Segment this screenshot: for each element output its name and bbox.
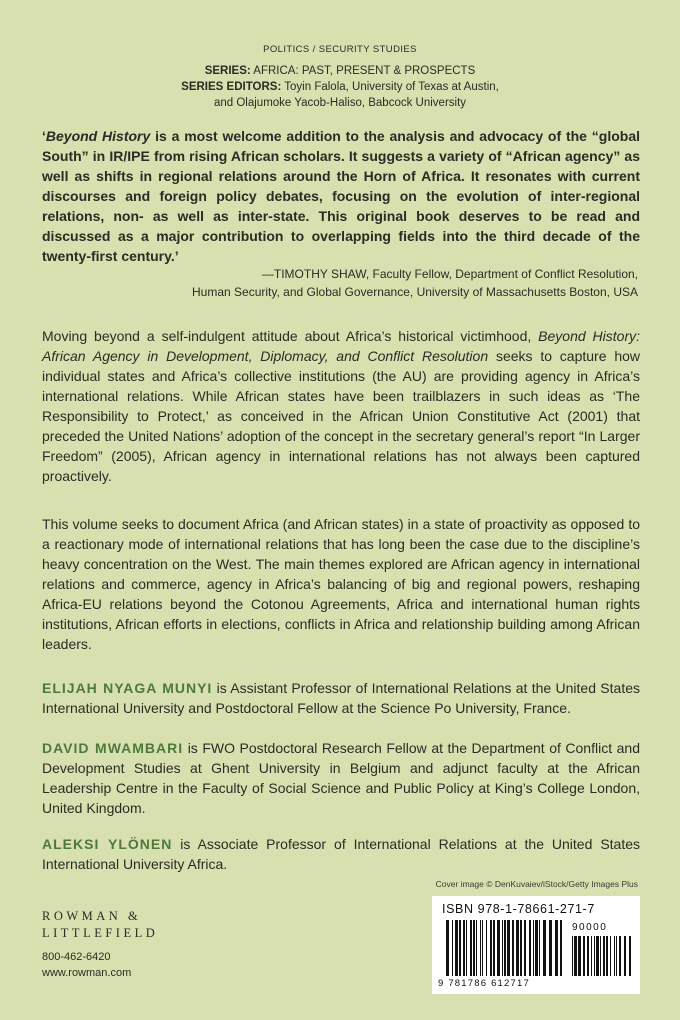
barcode-bar <box>497 920 500 976</box>
barcode-bar <box>486 920 487 976</box>
attribution-line2: Human Security, and Global Governance, University of Massachusetts Boston, USA <box>192 284 638 299</box>
barcode-bar <box>502 920 503 976</box>
barcode-bar <box>463 920 465 976</box>
p1-rest: seeks to capture how individual states and Africa’s collective institutions (the AU) are providing agency in Africa’s international relations. While African states have been trailblazers in such ideas as ‘The Responsibility to Protect,’ as conceived in the African Union Constitutive Act (2001) that preceded the United Nations’ adoption of the concept in the secretary general’s report “In Larger Freedom” (2005), African agency in international relations has not always been captured proactively. <box>42 348 641 484</box>
barcode-bar <box>459 920 461 976</box>
barcode-bar <box>619 936 621 976</box>
attribution-line1: —TIMOTHY SHAW, Faculty Fellow, Department of Conflict Resolution, <box>261 267 638 281</box>
quote-text: is a most welcome addition to the analysis and advocacy of the “global South” in IR/IPE from rising African scholars. It suggests a variety of “African agency” as well as shifts in regional relations around the Horn of Africa. It resonates with current discourses and foreign policy debates, focusing on the evolution of inter-regional relations, non- as well as inter-state. This original book deserves to be read and discussed as a major contribution to overlapping fields into the third decade of the twenty-first century.’ <box>42 128 640 264</box>
barcode-bar <box>629 936 631 976</box>
barcode-bar <box>600 936 601 976</box>
barcode-bar <box>574 936 577 976</box>
author-bio <box>42 678 640 718</box>
editors-line1: Toyin Falola, University of Texas at Austin, <box>284 81 499 93</box>
barcode-bar <box>543 920 546 976</box>
barcode-main-bars <box>446 920 562 976</box>
publisher-phone: 800-462-6420 <box>42 951 111 963</box>
barcode-bar <box>539 920 540 976</box>
series-line <box>0 63 680 79</box>
author-name: ALEKSI YLÖNEN <box>42 836 173 852</box>
barcode-bar <box>512 920 514 976</box>
barcode-bar <box>560 920 562 976</box>
barcode-bar <box>446 920 449 976</box>
barcode-bar <box>493 920 495 976</box>
quote-book-title: Beyond History <box>45 128 151 144</box>
barcode-number: 9 781786 612717 <box>438 978 530 989</box>
author-bio <box>42 834 640 874</box>
barcode-bar <box>507 920 510 976</box>
barcode-bar <box>578 936 581 976</box>
publisher-website: www.rowman.com <box>42 966 132 979</box>
publisher-block <box>42 908 158 981</box>
quote-open: ‘ <box>42 128 46 144</box>
barcode-addon-bars <box>572 936 631 976</box>
p1-book-title: Beyond History: African Agency in Development, Diplomacy, and Conflict Resolution <box>42 328 640 364</box>
barcode-bar <box>624 936 626 976</box>
barcode-bar <box>535 920 538 976</box>
price-code: 90000 <box>572 922 608 933</box>
barcode-bar <box>473 920 475 976</box>
author-name: ELIJAH NYAGA MUNYI <box>42 680 213 696</box>
barcode-bar <box>470 920 472 976</box>
barcode-bar <box>594 936 595 976</box>
isbn-text: ISBN 978-1-78661-271-7 <box>442 902 595 916</box>
author-bio <box>42 738 640 818</box>
quote-attribution <box>78 266 638 301</box>
publisher-contact <box>42 950 158 981</box>
barcode-bar <box>614 936 615 976</box>
barcode-bar <box>583 936 585 976</box>
barcode-bar <box>529 920 531 976</box>
barcode-bar <box>596 936 599 976</box>
barcode-bar <box>455 920 458 976</box>
description-paragraph-2: This volume seeks to document Africa (and African states) in a state of proactivity as opposed to a reactionary mode of international relations that has long been the case due to the discipline’s heavy concentration on the West. The main themes explored are African agency in international relations and commerce, agency in Africa’s balancing of big and regional powers, reshaping Africa-EU relations beyond the Cotonou Agreements, Africa and international human rights institutions, African efforts in elections, conflicts in Africa and relationship building among African leaders. <box>42 516 640 652</box>
author-bio-text: is Associate Professor of International Relations at the United States International University Africa. <box>42 836 641 872</box>
barcode-bar <box>616 936 617 976</box>
barcode-bar <box>591 936 592 976</box>
barcode-bar <box>555 920 558 976</box>
barcode-bar <box>572 936 573 976</box>
publisher-logo <box>42 908 158 942</box>
author-name: DAVID MWAMBARI <box>42 740 184 756</box>
barcode-bar <box>490 920 492 976</box>
editors-line <box>0 79 680 95</box>
barcode-bar <box>476 920 477 976</box>
barcode-bar <box>482 920 483 976</box>
cover-image-credit: Cover image © DenKuvaiev/iStock/Getty Images Plus <box>435 879 638 889</box>
author-bio-text: is Assistant Professor of International Relations at the United States International University and Postdoctoral Fellow at the Science Po University, France. <box>42 680 640 716</box>
logo-line2: LITTLEFIELD <box>42 926 159 940</box>
barcode-bar <box>587 936 589 976</box>
logo-line1: ROWMAN & <box>42 909 142 923</box>
isbn-barcode <box>432 896 640 994</box>
barcode-bar <box>520 920 522 976</box>
barcode-bar <box>452 920 453 976</box>
series-label: SERIES: <box>204 65 251 77</box>
barcode-bar <box>549 920 552 976</box>
series-value: AFRICA: PAST, PRESENT & PROSPECTS <box>253 65 476 77</box>
barcode-bar <box>524 920 526 976</box>
endorsement-quote <box>42 126 640 266</box>
series-header <box>0 42 680 111</box>
barcode-bar <box>603 936 605 976</box>
editors-line2: and Olajumoke Yacob-Haliso, Babcock University <box>213 97 467 109</box>
barcode-bar <box>606 936 608 976</box>
barcode-bar <box>480 920 481 976</box>
barcode-bar <box>610 936 611 976</box>
p1-start: Moving beyond a self-indulgent attitude about Africa’s historical victimhood, <box>42 328 539 344</box>
editors-label: SERIES EDITORS: <box>181 81 282 93</box>
barcode-bar <box>516 920 519 976</box>
barcode-bar <box>533 920 534 976</box>
description-paragraph-1 <box>42 326 640 486</box>
author-bio-text: is FWO Postdoctoral Research Fellow at the Department of Conflict and Development Studies at Ghent University in Belgium and adjunct faculty at the African Leadership Centre in the Faculty of Social Science and Public Policy at King’s College London, United Kingdom. <box>42 740 640 816</box>
barcode-bar <box>504 920 506 976</box>
category-label: POLITICS / SECURITY STUDIES <box>263 44 417 55</box>
barcode-bar <box>466 920 467 976</box>
